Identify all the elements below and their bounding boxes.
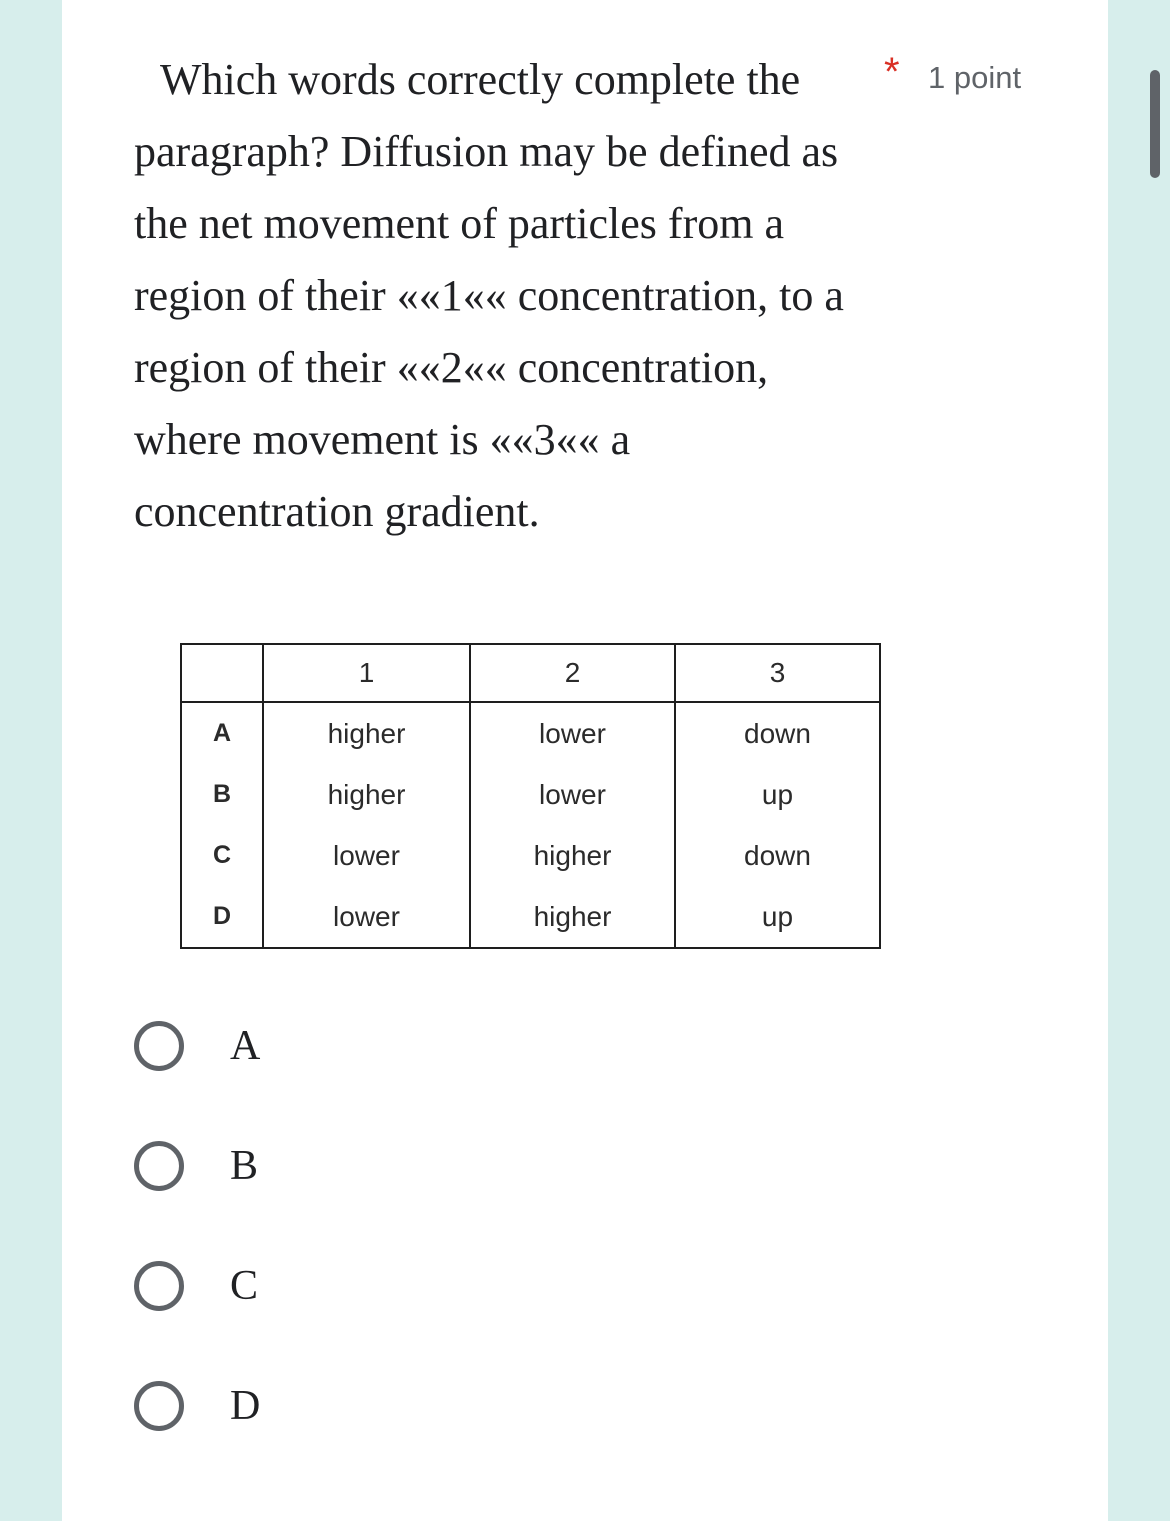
- table-cell: lower: [263, 825, 470, 886]
- table-header-cell: 2: [470, 644, 675, 702]
- table-cell: higher: [263, 764, 470, 825]
- row-label-cell: B: [181, 764, 263, 825]
- option-c[interactable]: [134, 1256, 260, 1316]
- option-label: C: [230, 1263, 259, 1309]
- table-cell: lower: [470, 702, 675, 764]
- option-a[interactable]: [134, 1016, 260, 1076]
- points-label: 1 point: [928, 60, 1022, 95]
- option-b[interactable]: [134, 1136, 260, 1196]
- table-header-cell: 3: [675, 644, 880, 702]
- table-cell: down: [675, 702, 880, 764]
- option-d[interactable]: [134, 1376, 260, 1436]
- answer-table: [180, 643, 881, 949]
- row-label-cell: A: [181, 702, 263, 764]
- table-cell: down: [675, 825, 880, 886]
- table-row: [181, 825, 880, 886]
- table-cell: lower: [263, 886, 470, 948]
- radio-button-icon[interactable]: [134, 1261, 184, 1311]
- table-cell: higher: [470, 886, 675, 948]
- table-cell: higher: [263, 702, 470, 764]
- radio-button-icon[interactable]: [134, 1021, 184, 1071]
- radio-button-icon[interactable]: [134, 1381, 184, 1431]
- table-cell: up: [675, 886, 880, 948]
- answer-table-wrapper: [180, 643, 881, 949]
- table-row: [181, 702, 880, 764]
- table-row: [181, 764, 880, 825]
- table-cell: up: [675, 764, 880, 825]
- table-cell: lower: [470, 764, 675, 825]
- option-label: A: [230, 1023, 261, 1069]
- required-asterisk: *: [884, 50, 900, 94]
- radio-button-icon[interactable]: [134, 1141, 184, 1191]
- question-text: Which words correctly complete the paragraph? Diffusion may be defined as the net movement of particles from a region of their ««1«« concentration, to a region of their ««2«« concentration, where movement is ««3«« a concentration gradient.: [134, 55, 844, 536]
- row-label-cell: C: [181, 825, 263, 886]
- row-label-cell: D: [181, 886, 263, 948]
- table-row: [181, 886, 880, 948]
- scrollbar[interactable]: [1150, 70, 1160, 178]
- answer-options: [134, 1016, 260, 1496]
- table-cell: higher: [470, 825, 675, 886]
- option-label: B: [230, 1143, 259, 1189]
- table-header-cell: [181, 644, 263, 702]
- option-label: D: [230, 1383, 261, 1429]
- table-header-cell: 1: [263, 644, 470, 702]
- table-header-row: [181, 644, 880, 702]
